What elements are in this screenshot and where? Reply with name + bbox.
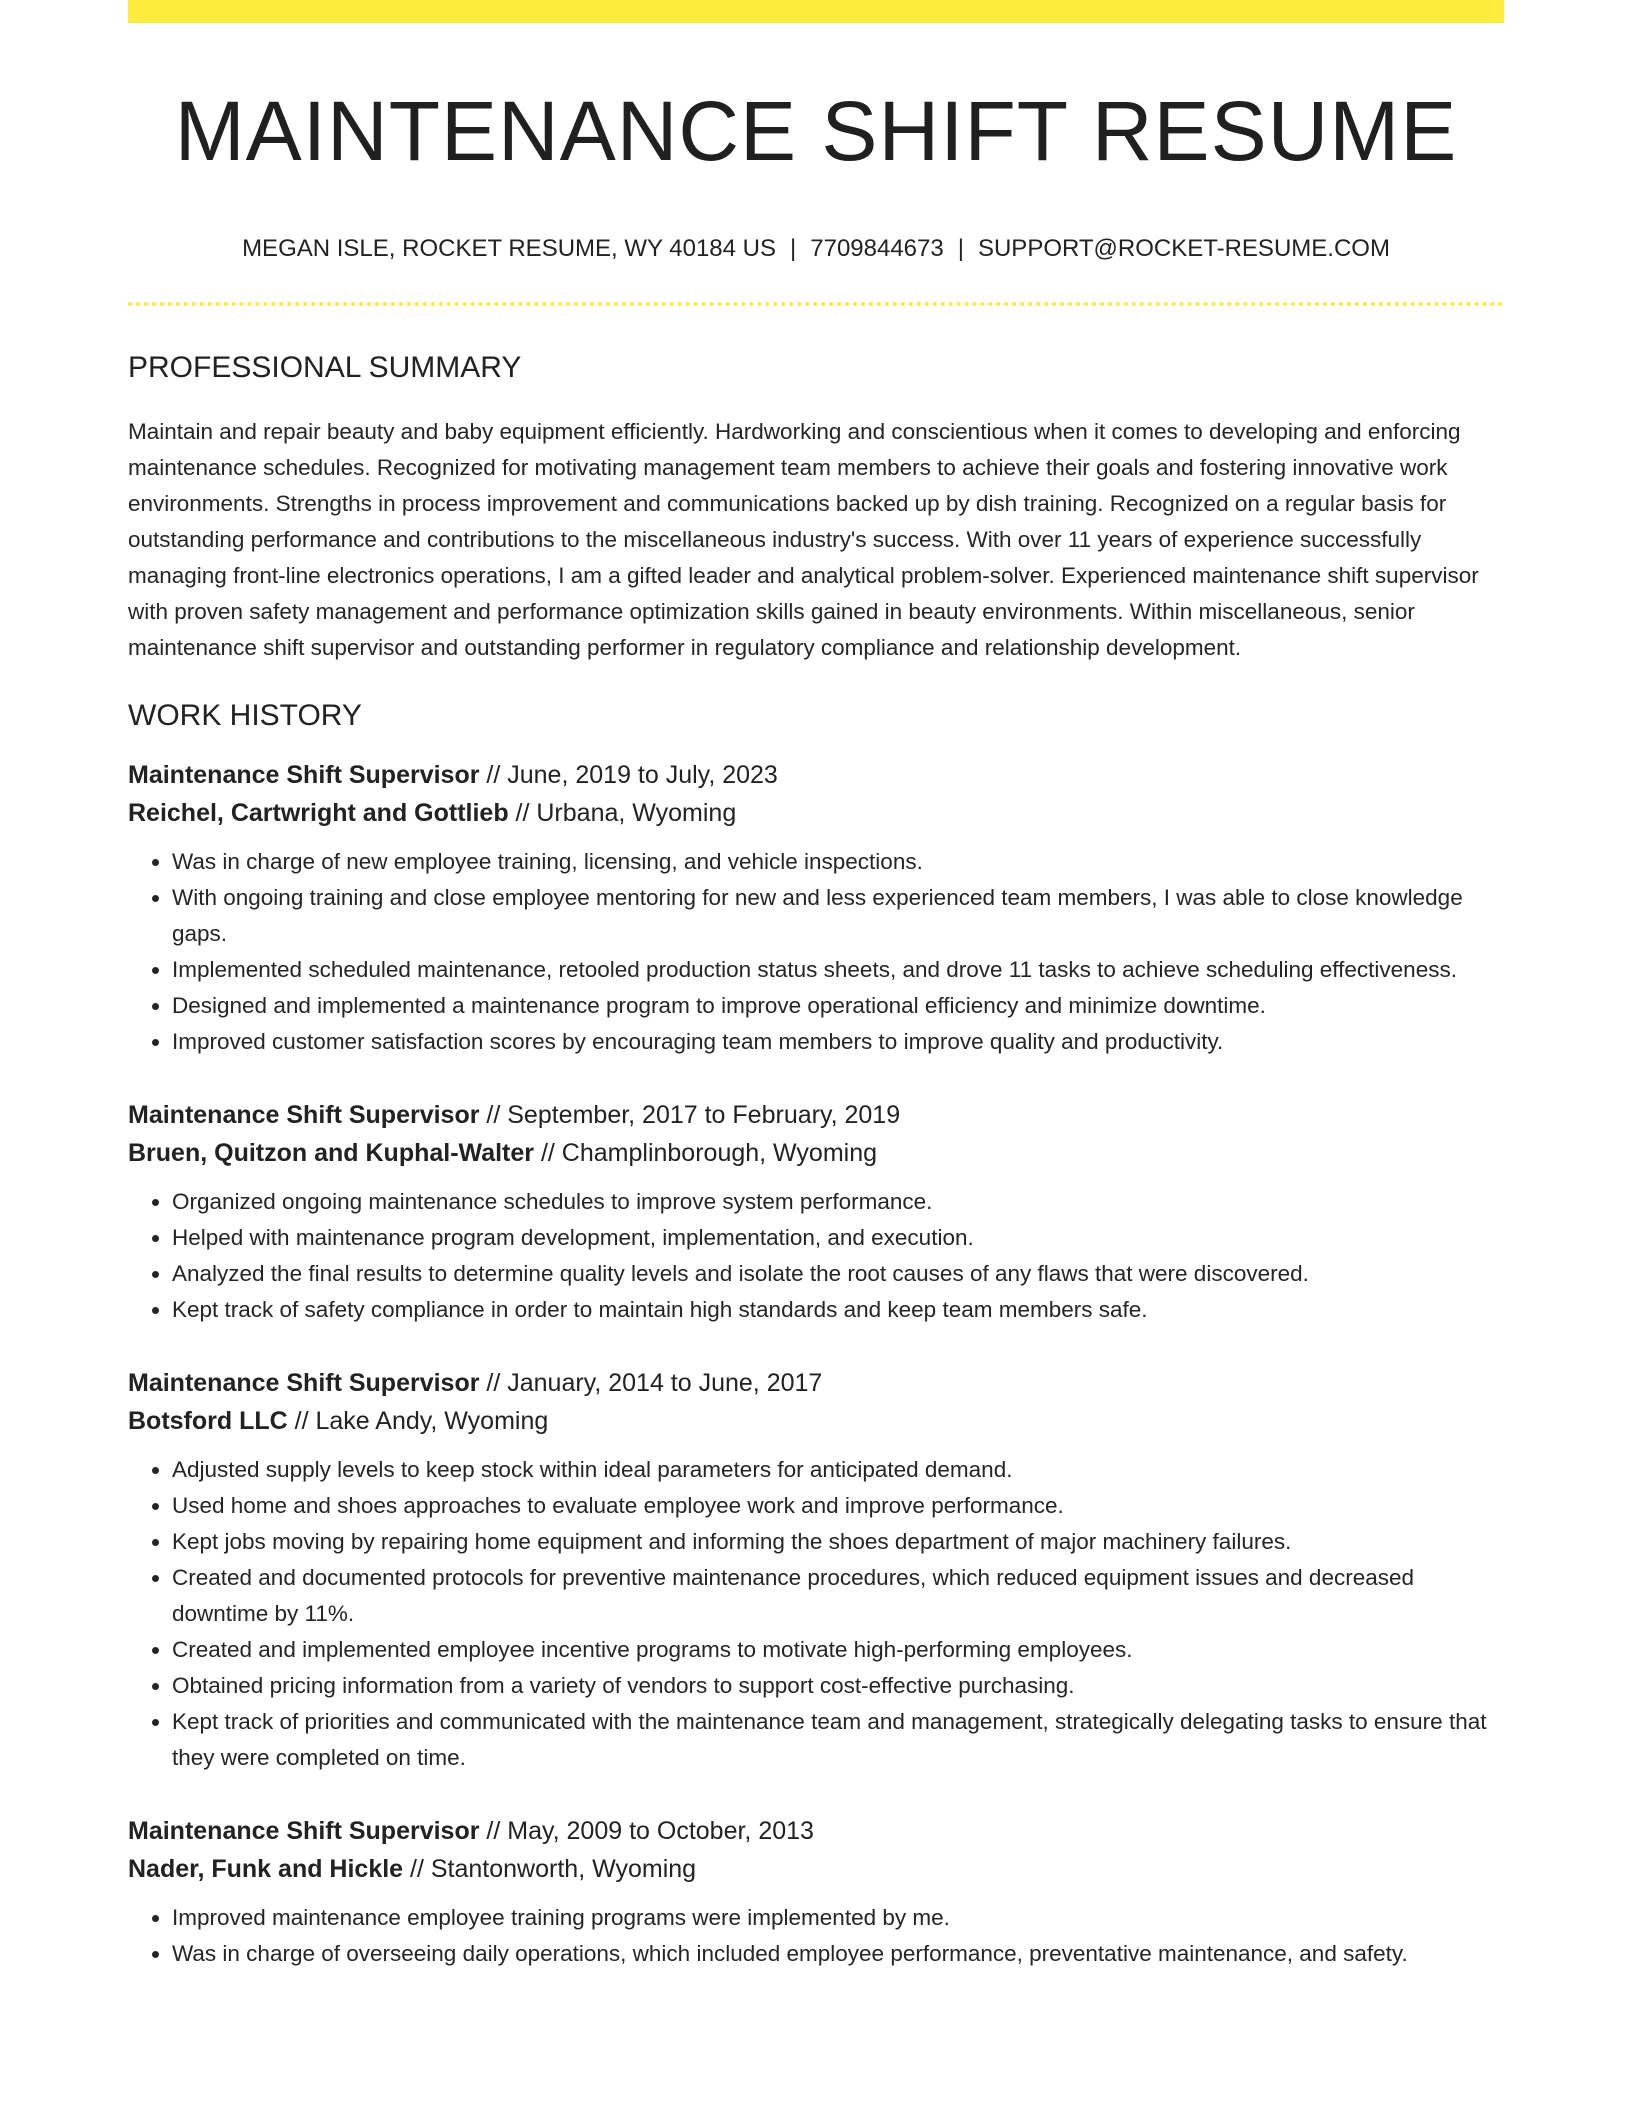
job-bullet: • Helped with maintenance program development, implementation, and execution. (172, 1220, 1504, 1256)
job-role: Maintenance Shift Supervisor (128, 761, 480, 790)
job-bullet: • Used home and shoes approaches to evaluate employee work and improve performance. (172, 1488, 1504, 1524)
job-company-line (128, 794, 1504, 832)
job-bullet: • Was in charge of overseeing daily operations, which included employee performance, preventative maintenance, and safety. (172, 1936, 1504, 1972)
summary-heading: PROFESSIONAL SUMMARY (128, 351, 522, 385)
job-bullets (128, 1900, 1504, 1972)
job-location: // Stantonworth, Wyoming (403, 1855, 697, 1884)
job-role: Maintenance Shift Supervisor (128, 1101, 480, 1130)
job-bullet: • Adjusted supply levels to keep stock within ideal parameters for anticipated demand. (172, 1452, 1504, 1488)
job-company: Reichel, Cartwright and Gottlieb (128, 799, 509, 828)
work-history-heading: WORK HISTORY (128, 699, 362, 733)
job-company: Nader, Funk and Hickle (128, 1855, 404, 1884)
job-entry (128, 1096, 1504, 1328)
job-bullet: • Obtained pricing information from a variety of vendors to support cost-effective purchasing. (172, 1668, 1504, 1704)
job-bullets (128, 1452, 1504, 1776)
job-role-line (128, 1812, 1504, 1850)
job-company-line (128, 1402, 1504, 1440)
job-bullet: • Was in charge of new employee training, licensing, and vehicle inspections. (172, 844, 1504, 880)
job-bullet: • Implemented scheduled maintenance, retooled production status sheets, and drove 11 tasks to achieve scheduling effectiveness. (172, 952, 1504, 988)
job-role-line (128, 756, 1504, 794)
job-bullet: • Improved customer satisfaction scores by encouraging team members to improve quality and productivity. (172, 1024, 1504, 1060)
resume-page (128, 0, 1504, 1972)
job-bullet: • Kept jobs moving by repairing home equipment and informing the shoes department of major machinery failures. (172, 1524, 1504, 1560)
job-bullet: • With ongoing training and close employee mentoring for new and less experienced team members, I was able to close knowledge gaps. (172, 880, 1504, 952)
job-bullet: • Organized ongoing maintenance schedules to improve system performance. (172, 1184, 1504, 1220)
contact-line (128, 235, 1504, 264)
job-location: // Urbana, Wyoming (508, 799, 737, 828)
job-dates: // June, 2019 to July, 2023 (479, 761, 778, 790)
contact-phone: 7709844673 (810, 235, 944, 263)
dotted-divider (128, 302, 1504, 306)
summary-text: Maintain and repair beauty and baby equipment efficiently. Hardworking and conscientious when it comes to developing and enforcing maintenance schedules. Recognized for motivating management team members to achieve their goals and fostering innovative work environments. Strengths in process improvement and communications backed up by dish training. Recognized on a regular basis for outstanding performance and contributions to the miscellaneous industry's success. With over 11 years of experience successfully managing front-line electronics operations, I am a gifted leader and analytical problem-solver. Experienced maintenance shift supervisor with proven safety management and performance optimization skills gained in beauty environments. Within miscellaneous, senior maintenance shift supervisor and outstanding performer in regulatory compliance and relationship development. (128, 419, 1479, 661)
contact-separator: | (790, 235, 797, 263)
job-bullet: • Created and implemented employee incentive programs to motivate high-performing employees. (172, 1632, 1504, 1668)
job-role-line (128, 1364, 1504, 1402)
job-company: Bruen, Quitzon and Kuphal-Walter (128, 1139, 535, 1168)
job-location: // Lake Andy, Wyoming (287, 1407, 549, 1436)
job-entry (128, 756, 1504, 1060)
contact-email: SUPPORT@ROCKET-RESUME.COM (977, 235, 1390, 263)
contact-address: MEGAN ISLE, ROCKET RESUME, WY 40184 US (242, 235, 777, 263)
resume-title: MAINTENANCE SHIFT RESUME (174, 84, 1458, 178)
job-dates: // May, 2009 to October, 2013 (479, 1817, 814, 1846)
job-company-line (128, 1850, 1504, 1888)
job-role-line (128, 1096, 1504, 1134)
job-bullet: • Created and documented protocols for preventive maintenance procedures, which reduced equipment issues and decreased downtime by 11%. (172, 1560, 1504, 1632)
job-company-line (128, 1134, 1504, 1172)
job-bullet: • Designed and implemented a maintenance program to improve operational efficiency and minimize downtime. (172, 988, 1504, 1024)
job-entry (128, 1812, 1504, 1972)
job-bullet: • Kept track of priorities and communicated with the maintenance team and management, strategically delegating tasks to ensure that they were completed on time. (172, 1704, 1504, 1776)
accent-bar (128, 0, 1504, 23)
job-list (128, 756, 1504, 1972)
job-bullet: • Improved maintenance employee training programs were implemented by me. (172, 1900, 1504, 1936)
contact-separator: | (957, 235, 964, 263)
job-dates: // September, 2017 to February, 2019 (479, 1101, 901, 1130)
job-location: // Champlinborough, Wyoming (534, 1139, 878, 1168)
job-bullets (128, 844, 1504, 1060)
job-bullet: • Kept track of safety compliance in order to maintain high standards and keep team members safe. (172, 1292, 1504, 1328)
job-company: Botsford LLC (128, 1407, 288, 1436)
job-role: Maintenance Shift Supervisor (128, 1369, 480, 1398)
job-dates: // January, 2014 to June, 2017 (479, 1369, 823, 1398)
job-bullet: • Analyzed the final results to determine quality levels and isolate the root causes of any flaws that were discovered. (172, 1256, 1504, 1292)
job-role: Maintenance Shift Supervisor (128, 1817, 480, 1846)
job-entry (128, 1364, 1504, 1776)
job-bullets (128, 1184, 1504, 1328)
